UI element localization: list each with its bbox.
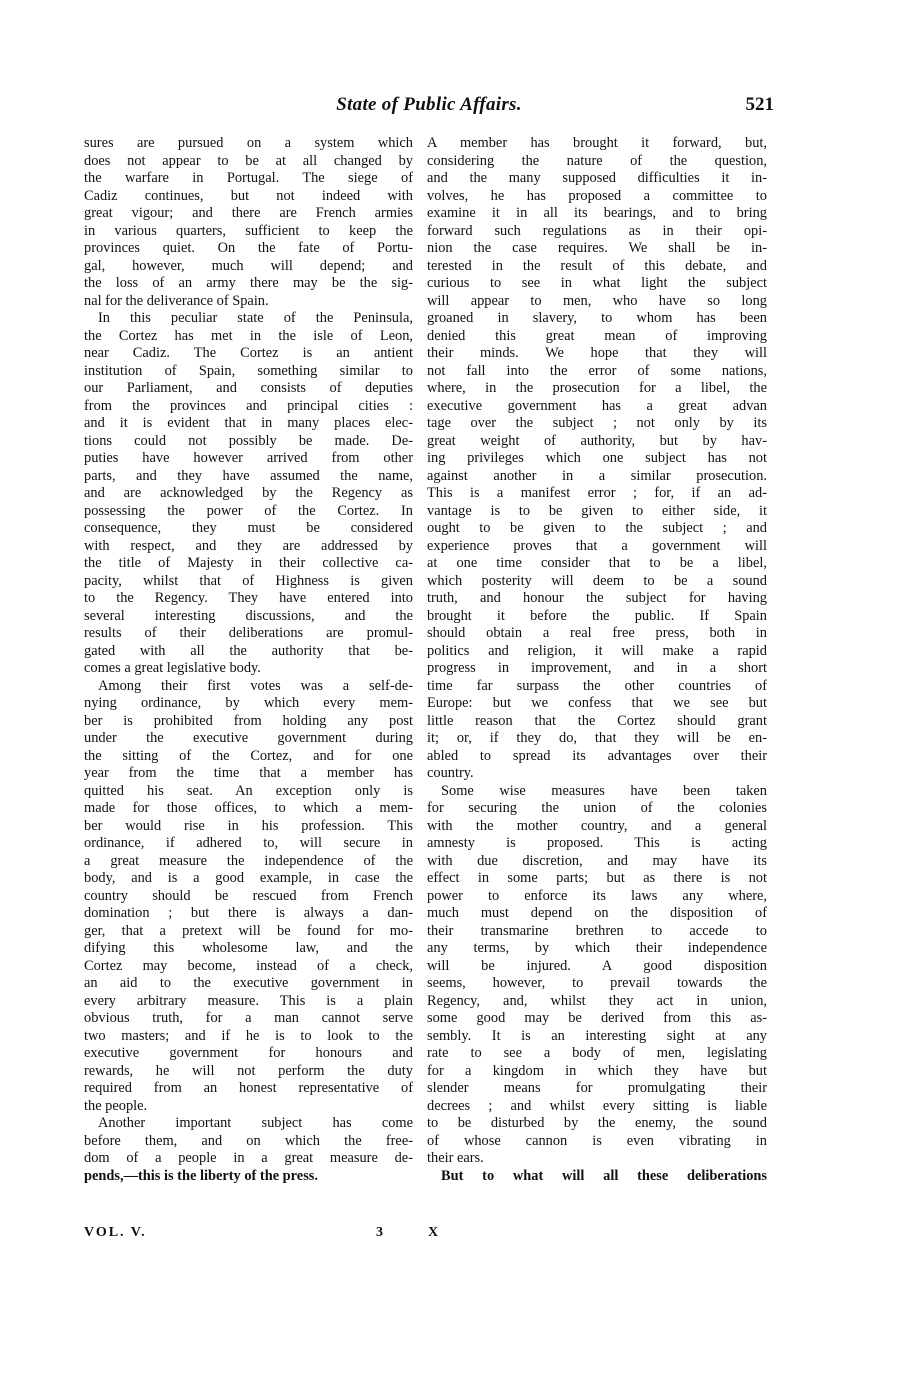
text-line: provinces quiet. On the fate of Portu- xyxy=(84,240,413,256)
text-line: time far surpass the other countries of xyxy=(427,677,767,694)
text-line: to the Regency. They have entered into xyxy=(84,590,413,606)
text-line: Cortez may become, instead of a check, xyxy=(84,957,413,974)
text-line: does not appear to be at all changed by xyxy=(84,152,413,169)
text-line: rewards, he will not perform the duty xyxy=(84,1062,413,1079)
text-line: with the mother country, and a general xyxy=(427,817,767,834)
text-line: Some wise measures have been taken xyxy=(441,782,767,799)
text-line: great weight of authority, but by hav- xyxy=(427,432,767,449)
text-line: Another important subject has come xyxy=(98,1115,413,1131)
text-line: from the provinces and principal cities : xyxy=(84,397,413,414)
text-line: country should be rescued from French xyxy=(84,887,413,904)
text-line: tions could not possibly be made. De- xyxy=(84,432,413,449)
text-line: volves, he has proposed a committee to xyxy=(427,187,767,204)
text-line: executive government for honours and xyxy=(84,1045,413,1061)
text-line: domination ; but there is always a dan- xyxy=(84,905,413,921)
text-line: their ears. xyxy=(427,1150,484,1166)
catchword: X xyxy=(428,1225,439,1240)
text-line: denied this great mean of improving xyxy=(427,327,767,344)
volume-label: VOL. V. xyxy=(84,1225,147,1240)
text-line: puties have however arrived from other xyxy=(84,450,413,466)
text-line: little reason that the Cortez should grant xyxy=(427,712,767,729)
page-footer xyxy=(84,1225,774,1245)
right-column xyxy=(427,135,767,1185)
page-number: 521 xyxy=(745,94,774,115)
text-line: the sitting of the Cortez, and for one xyxy=(84,747,413,764)
text-line: should obtain a real free press, both in xyxy=(427,625,767,641)
page-header xyxy=(84,94,774,124)
text-line: gated with all the authority that be- xyxy=(84,642,413,659)
text-line: forward such regulations as in their opi- xyxy=(427,222,767,239)
text-line: examine it in all its bearings, and to bring xyxy=(427,205,767,221)
text-line: for securing the union of the colonies xyxy=(427,800,767,816)
text-line: pacity, whilst that of Highness is given xyxy=(84,572,413,589)
text-line: which posterity will deem to be a sound xyxy=(427,572,767,589)
text-line: under the executive government during xyxy=(84,730,413,746)
text-line: and it is evident that in many places elec- xyxy=(84,415,413,431)
text-line: body, and is a good example, in case the xyxy=(84,870,413,886)
text-line: politics and religion, it will make a rapid xyxy=(427,642,767,659)
text-line: possessing the power of the Cortez. In xyxy=(84,502,413,519)
text-line: ber would rise in his profession. This xyxy=(84,817,413,834)
text-line: ber is prohibited from holding any post xyxy=(84,712,413,729)
text-line: parts, and they have assumed the name, xyxy=(84,467,413,484)
text-line: will be injured. A good disposition xyxy=(427,957,767,974)
text-line: to be disturbed by the enemy, the sound xyxy=(427,1115,767,1131)
text-line: considering the nature of the question, xyxy=(427,152,767,169)
text-line: the people. xyxy=(84,1097,148,1114)
text-line: ing privileges which one subject has not xyxy=(427,450,767,466)
text-line: their minds. We hope that they will xyxy=(427,345,767,361)
text-line: pends,—this is the liberty of the press. xyxy=(84,1167,318,1184)
text-line: curious to see in what light the subject xyxy=(427,275,767,291)
text-line: decrees ; and whilst every sitting is liable xyxy=(427,1097,767,1114)
text-line: where, in the prosecution for a libel, the xyxy=(427,380,767,396)
text-line: sures are pursued on a system which xyxy=(84,135,413,151)
text-line: some good may be derived from this as- xyxy=(427,1010,767,1026)
text-line: will appear to men, who have so long xyxy=(427,292,767,309)
text-line: ger, that a pretext will be found for mo- xyxy=(84,922,413,939)
text-line: executive government has a great advan xyxy=(427,397,767,414)
text-line: experience proves that a government will xyxy=(427,537,767,554)
text-line: much must depend on the disposition of xyxy=(427,905,767,921)
text-line: But to what will all these deliberations xyxy=(441,1167,767,1184)
text-line: effect in some parts; but as there is not xyxy=(427,870,767,886)
text-line: near Cadiz. The Cortez is an antient xyxy=(84,345,413,361)
text-line: the Cortez has met in the isle of Leon, xyxy=(84,327,413,344)
text-line: at one time consider that to be a libel, xyxy=(427,555,767,571)
text-line: against another in a similar prosecution. xyxy=(427,467,767,484)
text-line: quitted his seat. An exception only is xyxy=(84,782,413,799)
text-line: with due discretion, and may have its xyxy=(427,852,767,869)
text-line: for a kingdom in which they have but xyxy=(427,1062,767,1079)
text-line: country. xyxy=(427,765,474,781)
text-line: an aid to the executive government in xyxy=(84,975,413,991)
text-line: rate to see a body of men, legislating xyxy=(427,1045,767,1061)
text-line: abled to spread its advantages over their xyxy=(427,747,767,764)
text-line: nion the case requires. We shall be in- xyxy=(427,240,767,256)
text-line: institution of Spain, something similar to xyxy=(84,362,413,379)
text-line: comes a great legislative body. xyxy=(84,660,261,676)
text-line: a great measure the independence of the xyxy=(84,852,413,869)
text-line: required from an honest representative of xyxy=(84,1080,413,1096)
text-line: Cadiz continues, but not indeed with xyxy=(84,187,413,204)
text-line: their transmarine brethren to accede to xyxy=(427,922,767,939)
text-line: of whose cannon is even vibrating in xyxy=(427,1132,767,1149)
text-line: terested in the result of this debate, and xyxy=(427,257,767,274)
signature-mark: 3 xyxy=(376,1225,383,1240)
text-line: consequence, they must be considered xyxy=(84,520,413,536)
text-line: seems, however, to prevail towards the xyxy=(427,975,767,991)
text-line: Europe: but we confess that we see but xyxy=(427,695,767,711)
text-line: our Parliament, and consists of deputies xyxy=(84,380,413,396)
text-line: progress in improvement, and in a short xyxy=(427,660,767,676)
running-title: State of Public Affairs. xyxy=(336,94,522,115)
text-line: A member has brought it forward, but, xyxy=(427,135,767,151)
text-line: great vigour; and there are French armies xyxy=(84,205,413,221)
left-column xyxy=(84,135,413,1185)
text-line: brought it before the public. If Spain xyxy=(427,607,767,624)
text-line: and the many supposed difficulties it in- xyxy=(427,170,767,186)
text-line: the warfare in Portugal. The siege of xyxy=(84,170,413,186)
text-line: dom of a people in a great measure de- xyxy=(84,1150,413,1166)
text-line: made for those offices, to which a mem- xyxy=(84,800,413,816)
text-line: nying ordinance, by which every mem- xyxy=(84,695,413,711)
text-line: tage over the subject ; not only by its xyxy=(427,415,767,431)
text-line: and are acknowledged by the Regency as xyxy=(84,485,413,501)
text-line: groaned in slavery, to whom has been xyxy=(427,310,767,326)
text-line: any terms, by which their independence xyxy=(427,940,767,956)
text-line: results of their deliberations are promul- xyxy=(84,625,413,641)
text-line: with respect, and they are addressed by xyxy=(84,537,413,554)
text-line: two masters; and if he is to look to the xyxy=(84,1027,413,1044)
text-line: gal, however, much will depend; and xyxy=(84,257,413,274)
text-line: ordinance, if adhered to, will secure in xyxy=(84,835,413,851)
text-line: power to enforce its laws any where, xyxy=(427,887,767,904)
text-line: it; or, if they do, that they will be en- xyxy=(427,730,767,746)
text-line: before them, and on which the free- xyxy=(84,1132,413,1149)
text-line: every arbitrary measure. This is a plain xyxy=(84,992,413,1009)
text-line: Among their first votes was a self-de- xyxy=(98,677,413,694)
text-line: slender means for promulgating their xyxy=(427,1080,767,1096)
text-line: several interesting discussions, and the xyxy=(84,607,413,624)
text-line: truth, and honour the subject for having xyxy=(427,590,767,606)
text-line: amnesty is proposed. This is acting xyxy=(427,835,767,851)
text-line: Regency, and, whilst they act in union, xyxy=(427,992,767,1009)
text-line: sembly. It is an interesting sight at any xyxy=(427,1027,767,1044)
text-line: difying this wholesome law, and the xyxy=(84,940,413,956)
text-line: the loss of an army there may be the sig- xyxy=(84,275,413,291)
text-line: ought to be given to the subject ; and xyxy=(427,520,767,536)
text-line: year from the time that a member has xyxy=(84,765,413,781)
text-line: This is a manifest error ; for, if an ad- xyxy=(427,485,767,501)
text-line: the title of Majesty in their collective ca- xyxy=(84,555,413,571)
text-line: in various quarters, sufficient to keep the xyxy=(84,222,413,239)
text-line: not fall into the error of some nations, xyxy=(427,362,767,379)
text-line: nal for the deliverance of Spain. xyxy=(84,292,269,309)
text-line: vantage is to be given to either side, it xyxy=(427,502,767,519)
text-line: In this peculiar state of the Peninsula, xyxy=(98,310,413,326)
text-line: obvious truth, for a man cannot serve xyxy=(84,1010,413,1026)
